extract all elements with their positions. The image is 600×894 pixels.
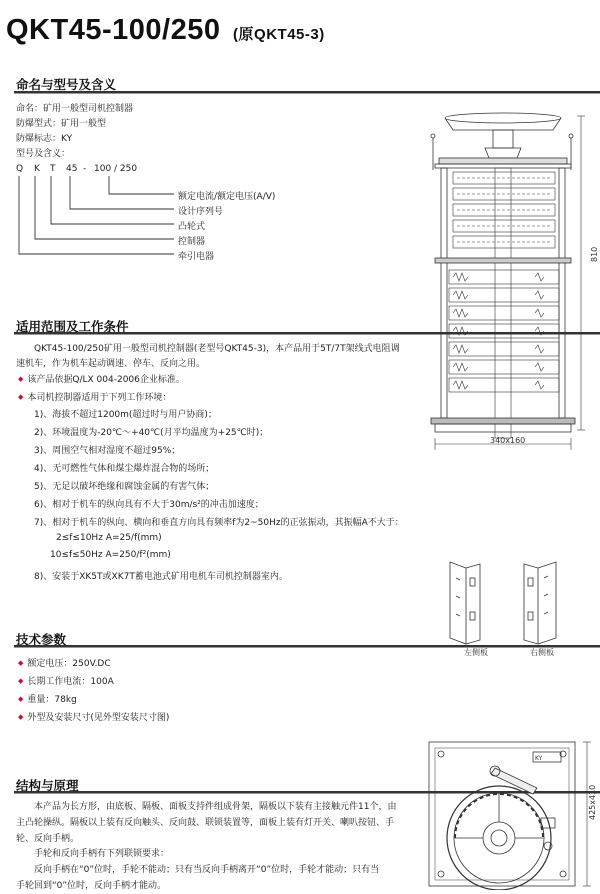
tech-item: ◆ 长期工作电流：100A — [18, 674, 114, 687]
condition-item: 3)、周围空气相对湿度不超过95%； — [34, 446, 181, 456]
controller-top-view-drawing — [425, 738, 600, 890]
condition-item: 6)、相对于机车的纵向具有不大于30m/s²的冲击加速度； — [34, 500, 264, 510]
title-sub: (原QKT45-3) — [233, 26, 325, 43]
condition-item: 8)、安装于XK5T或XK7T蓄电池式矿用电机车司机控制器室内。 — [34, 572, 288, 582]
condition-item: 1)、海拔不超过1200m(超过时与用户协商)； — [34, 410, 217, 420]
scope-bullet-env: ◆ 本司机控制器适用于下列工作环境： — [18, 390, 171, 403]
code-label-cam: 凸轮式 — [178, 222, 206, 232]
condition-item: 2)、环境温度为-20℃～+40℃(月平均温度为+25℃时)； — [34, 428, 269, 438]
code-char-k: K — [34, 164, 40, 174]
structure-line: 反向手柄在“0”位时，手轮不能动；只有当反向手柄离开“0”位时，手轮才能动；只有当 — [34, 865, 380, 875]
code-char-q: Q — [16, 164, 24, 174]
tech-item: ◆ 重量：78kg — [18, 692, 77, 705]
model-code-leader-lines — [14, 172, 184, 262]
page-title — [6, 14, 325, 47]
right-side-plate-caption: 右侧板 — [530, 648, 554, 657]
name-line: 命名：矿用一般型司机控制器 — [16, 104, 134, 114]
structure-line: 轮、反向手柄。 — [16, 834, 80, 844]
tech-item: ◆ 额定电压：250V.DC — [18, 656, 111, 669]
code-char-dash: - — [83, 164, 87, 174]
title-main: QKT45-100/250 — [6, 14, 221, 46]
left-side-plate-caption: 左侧板 — [464, 648, 488, 657]
scope-intro-2: 速机车，作为机车起动调速、停车、反向之用。 — [16, 359, 206, 369]
condition-item: 7)、相对于机车的纵向、横向和垂直方向具有频率f为2~50Hz的正弦振动，其振幅A不大于： — [34, 518, 404, 528]
ex-type-line: 防爆型式：矿用一般型 — [16, 119, 107, 129]
section-divider — [14, 91, 600, 94]
code-label-traction: 牵引电器 — [178, 252, 215, 262]
side-plates-drawing — [440, 556, 570, 648]
width-dimension: 340x160 — [490, 436, 526, 445]
svg-text:KY: KY — [535, 755, 543, 762]
code-char-t: T — [50, 164, 56, 174]
scope-bullet-standard: ◆ 该产品依据Q/LX 004-2006企业标准。 — [18, 372, 185, 385]
section-heading-naming: 命名与型号及含义 — [16, 77, 117, 92]
code-char-45: 45 — [66, 164, 78, 174]
structure-line: 主凸轮操纵。隔板以上装有反向触头、反向鼓、联锁装置等，面板上装有灯开关、喇叭按钮、手 — [16, 818, 395, 828]
controller-front-drawing — [425, 108, 600, 460]
section-heading-structure: 结构与原理 — [16, 778, 79, 793]
condition-formula: 10≤f≤50Hz A=250/f²(mm) — [50, 550, 171, 560]
height-dimension: 810 — [590, 246, 599, 262]
structure-line: 本产品为长方形，由底板、隔板、面板支持件组成骨架，隔板以下装有主接触元件11个，由 — [34, 802, 397, 812]
condition-formula: 2≤f≤10Hz A=25/f(mm) — [56, 533, 162, 543]
code-label-controller: 控制器 — [178, 237, 206, 247]
structure-line: 手轮回到“0”位时，反向手柄才能动。 — [16, 881, 167, 891]
structure-line: 手轮和反向手柄有下列联锁要求： — [34, 849, 170, 859]
section-heading-scope: 适用范围及工作条件 — [16, 319, 129, 334]
ex-mark-line: 防爆标志：KY — [16, 134, 73, 144]
section-heading-tech: 技术参数 — [16, 632, 67, 647]
scope-intro-1: QKT45-100/250矿用一般型司机控制器(老型号QKT45-3)，本产品用于5T/7T架线式电阻调 — [34, 344, 400, 354]
condition-item: 5)、无足以破坏绝缘和腐蚀金属的有害气体； — [34, 482, 215, 492]
code-label-series: 设计序列号 — [178, 207, 224, 217]
mount-dimension: 425x410 — [588, 784, 597, 820]
code-char-rating: 100 / 250 — [94, 164, 138, 174]
condition-item: 4)、无可燃性气体和煤尘爆炸混合物的场所； — [34, 464, 215, 474]
code-label-rating: 额定电流/额定电压(A/V) — [178, 192, 276, 202]
model-meaning-line: 型号及含义： — [16, 149, 71, 159]
tech-item: ◆ 外型及安装尺寸(见外型安装尺寸图) — [18, 710, 169, 723]
